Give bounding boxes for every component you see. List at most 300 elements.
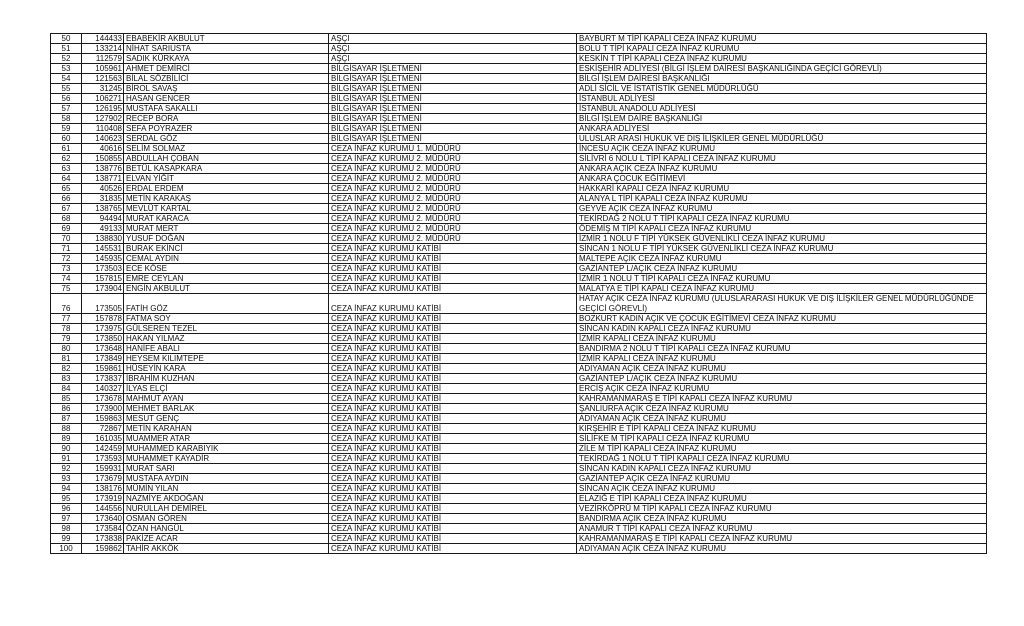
title-cell: AŞÇI <box>329 34 577 44</box>
row-number-cell: 52 <box>51 54 82 64</box>
registry-number-cell: 145531 <box>82 244 124 254</box>
institution-cell: ANKARA ADLİYESİ <box>577 124 987 134</box>
title-cell: CEZA İNFAZ KURUMU KATİBİ <box>329 394 577 404</box>
institution-cell: KIRŞEHİR E TİPİ KAPALI CEZA İNFAZ KURUMU <box>577 424 987 434</box>
row-number-cell: 78 <box>51 324 82 334</box>
registry-number-cell: 106271 <box>82 94 124 104</box>
title-cell: BİLGİSAYAR İŞLETMENİ <box>329 74 577 84</box>
institution-cell: İZMİR 1 NOLU F TİPİ YÜKSEK GÜVENLİKLİ CEZA İNFAZ KURUMU <box>577 234 987 244</box>
row-number-cell: 92 <box>51 464 82 474</box>
table-row <box>51 124 987 134</box>
institution-cell: MALTEPE AÇIK CEZA İNFAZ KURUMU <box>577 254 987 264</box>
name-cell: SEFA POYRAZER <box>124 124 329 134</box>
table-row <box>51 404 987 414</box>
registry-number-cell: 173919 <box>82 494 124 504</box>
name-cell: MUHAMMED KARABIYIK <box>124 444 329 454</box>
name-cell: RECEP BORA <box>124 114 329 124</box>
institution-cell: GAZİANTEP L/AÇIK CEZA İNFAZ KURUMU <box>577 264 987 274</box>
personnel-table <box>50 33 987 554</box>
registry-number-cell: 173678 <box>82 394 124 404</box>
row-number-cell: 82 <box>51 364 82 374</box>
registry-number-cell: 105961 <box>82 64 124 74</box>
title-cell: CEZA İNFAZ KURUMU KATİBİ <box>329 544 577 554</box>
registry-number-cell: 144556 <box>82 504 124 514</box>
table-row <box>51 214 987 224</box>
name-cell: MÜMİN YILAN <box>124 484 329 494</box>
registry-number-cell: 110408 <box>82 124 124 134</box>
registry-number-cell: 138765 <box>82 204 124 214</box>
registry-number-cell: 40526 <box>82 184 124 194</box>
name-cell: AHMET DEMİRCİ <box>124 64 329 74</box>
name-cell: CEMAL AYDIN <box>124 254 329 264</box>
table-row <box>51 144 987 154</box>
name-cell: ÖZAN HANGÜL <box>124 524 329 534</box>
institution-cell: İNCESU AÇIK CEZA İNFAZ KURUMU <box>577 144 987 154</box>
registry-number-cell: 159862 <box>82 544 124 554</box>
title-cell: CEZA İNFAZ KURUMU 2. MÜDÜRÜ <box>329 204 577 214</box>
registry-number-cell: 173900 <box>82 404 124 414</box>
institution-cell: BANDIRMA AÇIK CEZA İNFAZ KURUMU <box>577 514 987 524</box>
institution-cell: SİNCAN KADIN KAPALI CEZA İNFAZ KURUMU <box>577 324 987 334</box>
table-row <box>51 544 987 554</box>
name-cell: HASAN GENCER <box>124 94 329 104</box>
institution-cell: VEZİRKÖPRÜ M TİPİ KAPALI CEZA İNFAZ KURUMU <box>577 504 987 514</box>
table-row <box>51 354 987 364</box>
name-cell: MEHMET BARLAK <box>124 404 329 414</box>
row-number-cell: 88 <box>51 424 82 434</box>
title-cell: CEZA İNFAZ KURUMU 2. MÜDÜRÜ <box>329 174 577 184</box>
table-row <box>51 194 987 204</box>
name-cell: HEYSEM KILIMTEPE <box>124 354 329 364</box>
registry-number-cell: 133214 <box>82 44 124 54</box>
row-number-cell: 62 <box>51 154 82 164</box>
registry-number-cell: 142459 <box>82 444 124 454</box>
row-number-cell: 76 <box>51 294 82 314</box>
title-cell: CEZA İNFAZ KURUMU 2. MÜDÜRÜ <box>329 224 577 234</box>
name-cell: EBABEKİR AKBULUT <box>124 34 329 44</box>
institution-cell: TEKİRDAĞ 1 NOLU T TİPİ KAPALI CEZA İNFAZ KURUMU <box>577 454 987 464</box>
institution-cell: ULUSLAR ARASI HUKUK VE DIŞ İLİŞKİLER GENEL MÜDÜRLÜĞÜ <box>577 134 987 144</box>
institution-cell: İZMİR KAPALI CEZA İNFAZ KURUMU <box>577 334 987 344</box>
table-row <box>51 434 987 444</box>
registry-number-cell: 145935 <box>82 254 124 264</box>
table-row <box>51 384 987 394</box>
row-number-cell: 53 <box>51 64 82 74</box>
title-cell: BİLGİSAYAR İŞLETMENİ <box>329 94 577 104</box>
table-row <box>51 494 987 504</box>
institution-cell: SİLİVRİ 6 NOLU L TİPİ KAPALI CEZA İNFAZ KURUMU <box>577 154 987 164</box>
table-row <box>51 484 987 494</box>
institution-cell: ELAZIĞ E TİPİ KAPALI CEZA İNFAZ KURUMU <box>577 494 987 504</box>
table-row <box>51 254 987 264</box>
institution-cell: ALANYA L TİPİ KAPALI CEZA İNFAZ KURUMU <box>577 194 987 204</box>
table-row <box>51 474 987 484</box>
institution-cell: SİLİFKE M TİPİ KAPALI CEZA İNFAZ KURUMU <box>577 434 987 444</box>
registry-number-cell: 157815 <box>82 274 124 284</box>
row-number-cell: 94 <box>51 484 82 494</box>
row-number-cell: 74 <box>51 274 82 284</box>
name-cell: NİHAT SARIUSTA <box>124 44 329 54</box>
registry-number-cell: 31245 <box>82 84 124 94</box>
row-number-cell: 60 <box>51 134 82 144</box>
row-number-cell: 70 <box>51 234 82 244</box>
table-body <box>51 34 987 554</box>
institution-cell: ANAMUR T TİPİ KAPALI CEZA İNFAZ KURUMU <box>577 524 987 534</box>
name-cell: MUSTAFA SAKALLI <box>124 104 329 114</box>
name-cell: MURAT KARACA <box>124 214 329 224</box>
name-cell: SADIK KÜRKAYA <box>124 54 329 64</box>
table-row <box>51 504 987 514</box>
institution-cell: BAYBURT M TİPİ KAPALI CEZA İNFAZ KURUMU <box>577 34 987 44</box>
name-cell: BURAK EKİNCİ <box>124 244 329 254</box>
row-number-cell: 58 <box>51 114 82 124</box>
name-cell: MURAT SARI <box>124 464 329 474</box>
row-number-cell: 80 <box>51 344 82 354</box>
title-cell: CEZA İNFAZ KURUMU KATİBİ <box>329 344 577 354</box>
table-row <box>51 34 987 44</box>
row-number-cell: 98 <box>51 524 82 534</box>
title-cell: CEZA İNFAZ KURUMU KATİBİ <box>329 524 577 534</box>
table-row <box>51 284 987 294</box>
institution-cell: ADLİ SİCİL VE İSTATİSTİK GENEL MÜDÜRLÜĞÜ <box>577 84 987 94</box>
registry-number-cell: 140327 <box>82 384 124 394</box>
institution-cell: ADIYAMAN AÇIK CEZA İNFAZ KURUMU <box>577 364 987 374</box>
row-number-cell: 97 <box>51 514 82 524</box>
row-number-cell: 51 <box>51 44 82 54</box>
name-cell: EMRE CEYLAN <box>124 274 329 284</box>
table-row <box>51 514 987 524</box>
title-cell: AŞÇI <box>329 44 577 54</box>
row-number-cell: 73 <box>51 264 82 274</box>
table-row <box>51 54 987 64</box>
institution-cell: ERCİŞ AÇIK CEZA İNFAZ KURUMU <box>577 384 987 394</box>
title-cell: CEZA İNFAZ KURUMU KATİBİ <box>329 284 577 294</box>
registry-number-cell: 72867 <box>82 424 124 434</box>
title-cell: CEZA İNFAZ KURUMU KATİBİ <box>329 424 577 434</box>
title-cell: CEZA İNFAZ KURUMU KATİBİ <box>329 474 577 484</box>
table-row <box>51 294 987 314</box>
registry-number-cell: 121563 <box>82 74 124 84</box>
name-cell: BİLAL SÖZBİLİCİ <box>124 74 329 84</box>
name-cell: MUAMMER ATAR <box>124 434 329 444</box>
table-row <box>51 204 987 214</box>
name-cell: METİN KARAHAN <box>124 424 329 434</box>
institution-cell: ESKİŞEHİR ADLİYESİ (BİLGİ İŞLEM DAİRESİ BAŞKANLIĞINDA GEÇİCİ GÖREVLİ) <box>577 64 987 74</box>
table-row <box>51 364 987 374</box>
table-row <box>51 134 987 144</box>
registry-number-cell: 138776 <box>82 164 124 174</box>
institution-cell: İZMİR KAPALI CEZA İNFAZ KURUMU <box>577 354 987 364</box>
name-cell: ERDAL ERDEM <box>124 184 329 194</box>
table-row <box>51 114 987 124</box>
institution-cell: İSTANBUL ADLİYESİ <box>577 94 987 104</box>
institution-cell: İSTANBUL ANADOLU ADLİYESİ <box>577 104 987 114</box>
table-row <box>51 164 987 174</box>
name-cell: FATMA SOY <box>124 314 329 324</box>
title-cell: BİLGİSAYAR İŞLETMENİ <box>329 104 577 114</box>
title-cell: CEZA İNFAZ KURUMU 2. MÜDÜRÜ <box>329 164 577 174</box>
table-row <box>51 94 987 104</box>
registry-number-cell: 144433 <box>82 34 124 44</box>
title-cell: CEZA İNFAZ KURUMU KATİBİ <box>329 374 577 384</box>
row-number-cell: 79 <box>51 334 82 344</box>
registry-number-cell: 138176 <box>82 484 124 494</box>
title-cell: CEZA İNFAZ KURUMU KATİBİ <box>329 464 577 474</box>
registry-number-cell: 140623 <box>82 134 124 144</box>
registry-number-cell: 159931 <box>82 464 124 474</box>
title-cell: CEZA İNFAZ KURUMU KATİBİ <box>329 354 577 364</box>
registry-number-cell: 173837 <box>82 374 124 384</box>
registry-number-cell: 173505 <box>82 294 124 314</box>
title-cell: BİLGİSAYAR İŞLETMENİ <box>329 114 577 124</box>
title-cell: CEZA İNFAZ KURUMU KATİBİ <box>329 314 577 324</box>
institution-cell: HATAY AÇIK CEZA İNFAZ KURUMU (ULUSLARARASI HUKUK VE DIŞ İLİŞKİLER GENEL MÜDÜRLÜĞÜNDE GEÇİCİ GÖREVLİ) <box>577 294 987 314</box>
title-cell: CEZA İNFAZ KURUMU KATİBİ <box>329 414 577 424</box>
registry-number-cell: 173593 <box>82 454 124 464</box>
registry-number-cell: 94494 <box>82 214 124 224</box>
institution-cell: SİNCAN 1 NOLU F TİPİ YÜKSEK GÜVENLİKLİ CEZA İNFAZ KURUMU <box>577 244 987 254</box>
row-number-cell: 68 <box>51 214 82 224</box>
table-row <box>51 534 987 544</box>
title-cell: CEZA İNFAZ KURUMU 2. MÜDÜRÜ <box>329 154 577 164</box>
institution-cell: KAHRAMANMARAŞ E TİPİ KAPALI CEZA İNFAZ KURUMU <box>577 534 987 544</box>
institution-cell: KAHRAMANMARAŞ E TİPİ KAPALI CEZA İNFAZ KURUMU <box>577 394 987 404</box>
name-cell: OSMAN GÖREN <box>124 514 329 524</box>
row-number-cell: 63 <box>51 164 82 174</box>
registry-number-cell: 173648 <box>82 344 124 354</box>
name-cell: HÜSEYİN KARA <box>124 364 329 374</box>
row-number-cell: 81 <box>51 354 82 364</box>
table-row <box>51 264 987 274</box>
table-row <box>51 464 987 474</box>
table-row <box>51 184 987 194</box>
name-cell: YUSUF DOĞAN <box>124 234 329 244</box>
name-cell: BİROL SAVAŞ <box>124 84 329 94</box>
registry-number-cell: 138771 <box>82 174 124 184</box>
title-cell: CEZA İNFAZ KURUMU KATİBİ <box>329 504 577 514</box>
institution-cell: MALATYA E TİPİ KAPALI CEZA İNFAZ KURUMU <box>577 284 987 294</box>
row-number-cell: 87 <box>51 414 82 424</box>
name-cell: GÜLSEREN TEZEL <box>124 324 329 334</box>
row-number-cell: 50 <box>51 34 82 44</box>
table-row <box>51 394 987 404</box>
row-number-cell: 66 <box>51 194 82 204</box>
name-cell: İBRAHİM KUZHAN <box>124 374 329 384</box>
title-cell: CEZA İNFAZ KURUMU KATİBİ <box>329 404 577 414</box>
row-number-cell: 83 <box>51 374 82 384</box>
title-cell: CEZA İNFAZ KURUMU KATİBİ <box>329 454 577 464</box>
registry-number-cell: 159863 <box>82 414 124 424</box>
registry-number-cell: 126195 <box>82 104 124 114</box>
table-row <box>51 244 987 254</box>
row-number-cell: 89 <box>51 434 82 444</box>
registry-number-cell: 173850 <box>82 334 124 344</box>
table-row <box>51 324 987 334</box>
title-cell: CEZA İNFAZ KURUMU KATİBİ <box>329 364 577 374</box>
name-cell: SERDAL GÖZ <box>124 134 329 144</box>
row-number-cell: 77 <box>51 314 82 324</box>
registry-number-cell: 31835 <box>82 194 124 204</box>
name-cell: FATİH GÖZ <box>124 294 329 314</box>
institution-cell: GEYVE AÇIK CEZA İNFAZ KURUMU <box>577 204 987 214</box>
title-cell: CEZA İNFAZ KURUMU KATİBİ <box>329 534 577 544</box>
registry-number-cell: 161035 <box>82 434 124 444</box>
title-cell: CEZA İNFAZ KURUMU 2. MÜDÜRÜ <box>329 234 577 244</box>
institution-cell: SİNCAN KADIN KAPALI CEZA İNFAZ KURUMU <box>577 464 987 474</box>
title-cell: CEZA İNFAZ KURUMU 2. MÜDÜRÜ <box>329 214 577 224</box>
row-number-cell: 71 <box>51 244 82 254</box>
registry-number-cell: 173904 <box>82 284 124 294</box>
title-cell: CEZA İNFAZ KURUMU 1. MÜDÜRÜ <box>329 144 577 154</box>
name-cell: MUHAMMET KAYADİR <box>124 454 329 464</box>
row-number-cell: 85 <box>51 394 82 404</box>
name-cell: MEVLÜT KARTAL <box>124 204 329 214</box>
table-row <box>51 224 987 234</box>
title-cell: CEZA İNFAZ KURUMU KATİBİ <box>329 384 577 394</box>
registry-number-cell: 173584 <box>82 524 124 534</box>
institution-cell: HAKKARİ KAPALI CEZA İNFAZ KURUMU <box>577 184 987 194</box>
institution-cell: TEKİRDAĞ 2 NOLU T TİPİ KAPALI CEZA İNFAZ KURUMU <box>577 214 987 224</box>
institution-cell: ÖDEMİŞ M TİPİ KAPALI CEZA İNFAZ KURUMU <box>577 224 987 234</box>
institution-cell: SİNCAN AÇIK CEZA İNFAZ KURUMU <box>577 484 987 494</box>
row-number-cell: 59 <box>51 124 82 134</box>
title-cell: CEZA İNFAZ KURUMU KATİBİ <box>329 274 577 284</box>
table-row <box>51 314 987 324</box>
name-cell: ABDULLAH ÇOBAN <box>124 154 329 164</box>
name-cell: METİN KARAKAŞ <box>124 194 329 204</box>
title-cell: BİLGİSAYAR İŞLETMENİ <box>329 64 577 74</box>
row-number-cell: 99 <box>51 534 82 544</box>
name-cell: NURULLAH DEMİREL <box>124 504 329 514</box>
table-row <box>51 174 987 184</box>
table-row <box>51 154 987 164</box>
row-number-cell: 55 <box>51 84 82 94</box>
name-cell: ECE KÖSE <box>124 264 329 274</box>
institution-cell: BİLGİ İŞLEM DAİRESİ BAŞKANLIĞI <box>577 74 987 84</box>
name-cell: HAKAN YILMAZ <box>124 334 329 344</box>
name-cell: MURAT MERT <box>124 224 329 234</box>
row-number-cell: 91 <box>51 454 82 464</box>
row-number-cell: 69 <box>51 224 82 234</box>
title-cell: BİLGİSAYAR İŞLETMENİ <box>329 84 577 94</box>
institution-cell: KESKİN T TİPİ KAPALI CEZA İNFAZ KURUMU <box>577 54 987 64</box>
registry-number-cell: 127902 <box>82 114 124 124</box>
name-cell: PAKİZE ACAR <box>124 534 329 544</box>
name-cell: MAHMUT AYAN <box>124 394 329 404</box>
table-row <box>51 344 987 354</box>
registry-number-cell: 138830 <box>82 234 124 244</box>
row-number-cell: 96 <box>51 504 82 514</box>
row-number-cell: 54 <box>51 74 82 84</box>
name-cell: TAHİR AKKÖK <box>124 544 329 554</box>
table-row <box>51 44 987 54</box>
title-cell: CEZA İNFAZ KURUMU KATİBİ <box>329 444 577 454</box>
table-row <box>51 74 987 84</box>
institution-cell: İZMİR 1 NOLU T TİPİ KAPALI CEZA İNFAZ KURUMU <box>577 274 987 284</box>
title-cell: CEZA İNFAZ KURUMU KATİBİ <box>329 294 577 314</box>
registry-number-cell: 40616 <box>82 144 124 154</box>
title-cell: CEZA İNFAZ KURUMU KATİBİ <box>329 514 577 524</box>
row-number-cell: 90 <box>51 444 82 454</box>
title-cell: CEZA İNFAZ KURUMU KATİBİ <box>329 434 577 444</box>
institution-cell: BOZKURT KADIN AÇIK VE ÇOCUK EĞİTİMEVİ CEZA İNFAZ KURUMU <box>577 314 987 324</box>
table-row <box>51 274 987 284</box>
title-cell: CEZA İNFAZ KURUMU 2. MÜDÜRÜ <box>329 184 577 194</box>
name-cell: ELVAN YİĞİT <box>124 174 329 184</box>
institution-cell: BİLGİ İŞLEM DAİRE BAŞKANLIĞI <box>577 114 987 124</box>
table-row <box>51 444 987 454</box>
institution-cell: ANKARA ÇOCUK EĞİTİMEVİ <box>577 174 987 184</box>
registry-number-cell: 49133 <box>82 224 124 234</box>
row-number-cell: 100 <box>51 544 82 554</box>
table-row <box>51 104 987 114</box>
institution-cell: BOLU T TİPİ KAPALI CEZA İNFAZ KURUMU <box>577 44 987 54</box>
name-cell: ENGİN AKBULUT <box>124 284 329 294</box>
name-cell: MESUT GENÇ <box>124 414 329 424</box>
registry-number-cell: 173679 <box>82 474 124 484</box>
name-cell: HANİFE ABALI <box>124 344 329 354</box>
row-number-cell: 93 <box>51 474 82 484</box>
table-row <box>51 374 987 384</box>
row-number-cell: 65 <box>51 184 82 194</box>
row-number-cell: 84 <box>51 384 82 394</box>
institution-cell: ADIYAMAN AÇIK CEZA İNFAZ KURUMU <box>577 544 987 554</box>
registry-number-cell: 173975 <box>82 324 124 334</box>
title-cell: CEZA İNFAZ KURUMU KATİBİ <box>329 254 577 264</box>
table-row <box>51 64 987 74</box>
name-cell: NAZMİYE AKDOĞAN <box>124 494 329 504</box>
institution-cell: ANKARA AÇIK CEZA İNFAZ KURUMU <box>577 164 987 174</box>
row-number-cell: 57 <box>51 104 82 114</box>
title-cell: CEZA İNFAZ KURUMU KATİBİ <box>329 334 577 344</box>
title-cell: AŞÇI <box>329 54 577 64</box>
title-cell: BİLGİSAYAR İŞLETMENİ <box>329 124 577 134</box>
title-cell: CEZA İNFAZ KURUMU KATİBİ <box>329 244 577 254</box>
row-number-cell: 95 <box>51 494 82 504</box>
table-row <box>51 524 987 534</box>
title-cell: CEZA İNFAZ KURUMU KATİBİ <box>329 484 577 494</box>
row-number-cell: 67 <box>51 204 82 214</box>
institution-cell: GAZİANTEP AÇIK CEZA İNFAZ KURUMU <box>577 474 987 484</box>
row-number-cell: 56 <box>51 94 82 104</box>
institution-cell: ADIYAMAN AÇIK CEZA İNFAZ KURUMU <box>577 414 987 424</box>
row-number-cell: 61 <box>51 144 82 154</box>
table-row <box>51 414 987 424</box>
title-cell: BİLGİSAYAR İŞLETMENİ <box>329 134 577 144</box>
registry-number-cell: 173503 <box>82 264 124 274</box>
registry-number-cell: 173838 <box>82 534 124 544</box>
name-cell: SELİM SOLMAZ <box>124 144 329 154</box>
table-row <box>51 234 987 244</box>
row-number-cell: 75 <box>51 284 82 294</box>
name-cell: MUSTAFA AYDIN <box>124 474 329 484</box>
row-number-cell: 86 <box>51 404 82 414</box>
registry-number-cell: 112579 <box>82 54 124 64</box>
institution-cell: ZİLE M TİPİ KAPALI CEZA İNFAZ KURUMU <box>577 444 987 454</box>
row-number-cell: 72 <box>51 254 82 264</box>
registry-number-cell: 173640 <box>82 514 124 524</box>
title-cell: CEZA İNFAZ KURUMU KATİBİ <box>329 324 577 334</box>
institution-cell: ŞANLIURFA AÇIK CEZA İNFAZ KURUMU <box>577 404 987 414</box>
table-row <box>51 424 987 434</box>
name-cell: BETÜL KASAPKARA <box>124 164 329 174</box>
registry-number-cell: 150855 <box>82 154 124 164</box>
table-row <box>51 454 987 464</box>
table-row <box>51 334 987 344</box>
institution-cell: BANDIRMA 2 NOLU T TİPİ KAPALI CEZA İNFAZ KURUMU <box>577 344 987 354</box>
registry-number-cell: 157878 <box>82 314 124 324</box>
registry-number-cell: 159861 <box>82 364 124 374</box>
